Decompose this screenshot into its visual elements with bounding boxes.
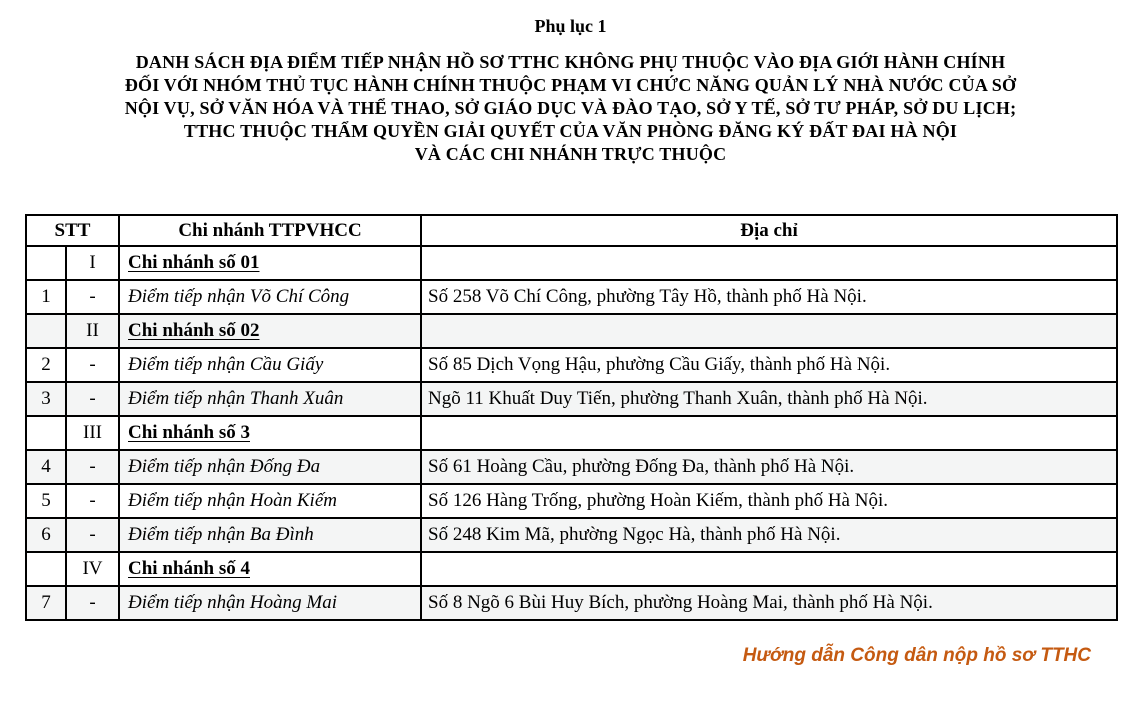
reception-point-name: Điểm tiếp nhận Hoàn Kiếm <box>119 484 421 518</box>
row-stt <box>26 314 66 348</box>
row-stt: 3 <box>26 382 66 416</box>
branch-name: Chi nhánh số 4 <box>119 552 421 586</box>
column-header-stt: STT <box>26 215 119 246</box>
table-row <box>26 450 1117 484</box>
reception-point-address: Số 8 Ngõ 6 Bùi Huy Bích, phường Hoàng Mai, thành phố Hà Nội. <box>421 586 1117 620</box>
row-stt: 7 <box>26 586 66 620</box>
reception-point-name: Điểm tiếp nhận Cầu Giấy <box>119 348 421 382</box>
row-stt <box>26 552 66 586</box>
row-stt: 1 <box>26 280 66 314</box>
table-row <box>26 314 1117 348</box>
row-index: III <box>66 416 119 450</box>
branch-name: Chi nhánh số 02 <box>119 314 421 348</box>
title-line-3: NỘI VỤ, SỞ VĂN HÓA VÀ THỂ THAO, SỞ GIÁO DỤC VÀ ĐÀO TẠO, SỞ Y TẾ, SỞ TƯ PHÁP, SỞ DU LỊCH; <box>124 98 1017 118</box>
row-index: - <box>66 586 119 620</box>
reception-point-address: Số 61 Hoàng Cầu, phường Đống Đa, thành phố Hà Nội. <box>421 450 1117 484</box>
table-row <box>26 246 1117 280</box>
reception-locations-table <box>25 214 1118 621</box>
title-line-5: VÀ CÁC CHI NHÁNH TRỰC THUỘC <box>414 144 727 164</box>
row-index: IV <box>66 552 119 586</box>
reception-point-name: Điểm tiếp nhận Hoàng Mai <box>119 586 421 620</box>
table-row <box>26 280 1117 314</box>
row-index: - <box>66 348 119 382</box>
reception-point-name: Điểm tiếp nhận Thanh Xuân <box>119 382 421 416</box>
reception-point-name: Điểm tiếp nhận Đống Đa <box>119 450 421 484</box>
table-row <box>26 348 1117 382</box>
row-index: II <box>66 314 119 348</box>
reception-point-address: Số 248 Kim Mã, phường Ngọc Hà, thành phố Hà Nội. <box>421 518 1117 552</box>
row-stt: 6 <box>26 518 66 552</box>
branch-address <box>421 416 1117 450</box>
title-line-2: ĐỐI VỚI NHÓM THỦ TỤC HÀNH CHÍNH THUỘC PHẠM VI CHỨC NĂNG QUẢN LÝ NHÀ NƯỚC CỦA SỞ <box>124 75 1017 95</box>
branch-address <box>421 314 1117 348</box>
row-index: - <box>66 450 119 484</box>
citizen-guide-link[interactable]: Hướng dẫn Công dân nộp hồ sơ TTHC <box>742 645 1091 666</box>
title-line-1: DANH SÁCH ĐỊA ĐIỂM TIẾP NHẬN HỒ SƠ TTHC KHÔNG PHỤ THUỘC VÀO ĐỊA GIỚI HÀNH CHÍNH <box>135 52 1006 72</box>
row-index: - <box>66 382 119 416</box>
table-row <box>26 382 1117 416</box>
row-stt <box>26 416 66 450</box>
row-index: I <box>66 246 119 280</box>
row-stt: 4 <box>26 450 66 484</box>
row-index: - <box>66 518 119 552</box>
appendix-label: Phụ lục 1 <box>534 16 607 36</box>
row-stt: 2 <box>26 348 66 382</box>
reception-point-name: Điểm tiếp nhận Ba Đình <box>119 518 421 552</box>
reception-point-address: Số 85 Dịch Vọng Hậu, phường Cầu Giấy, thành phố Hà Nội. <box>421 348 1117 382</box>
page-title <box>0 51 1141 166</box>
reception-point-address: Số 258 Võ Chí Công, phường Tây Hồ, thành phố Hà Nội. <box>421 280 1117 314</box>
table-row <box>26 518 1117 552</box>
column-header-branch: Chi nhánh TTPVHCC <box>119 215 421 246</box>
table-row <box>26 416 1117 450</box>
branch-name: Chi nhánh số 01 <box>119 246 421 280</box>
reception-point-address: Ngõ 11 Khuất Duy Tiến, phường Thanh Xuân, thành phố Hà Nội. <box>421 382 1117 416</box>
reception-point-name: Điểm tiếp nhận Võ Chí Công <box>119 280 421 314</box>
branch-name: Chi nhánh số 3 <box>119 416 421 450</box>
row-index: - <box>66 484 119 518</box>
row-stt <box>26 246 66 280</box>
footer-note <box>0 645 1141 667</box>
title-line-4: TTHC THUỘC THẨM QUYỀN GIẢI QUYẾT CỦA VĂN PHÒNG ĐĂNG KÝ ĐẤT ĐAI HÀ NỘI <box>183 121 958 141</box>
table-row <box>26 586 1117 620</box>
row-index: - <box>66 280 119 314</box>
reception-point-address: Số 126 Hàng Trống, phường Hoàn Kiếm, thành phố Hà Nội. <box>421 484 1117 518</box>
branch-address <box>421 552 1117 586</box>
branch-address <box>421 246 1117 280</box>
row-stt: 5 <box>26 484 66 518</box>
column-header-address: Địa chỉ <box>421 215 1117 246</box>
table-row <box>26 484 1117 518</box>
table-header-row <box>26 215 1117 246</box>
table-row <box>26 552 1117 586</box>
